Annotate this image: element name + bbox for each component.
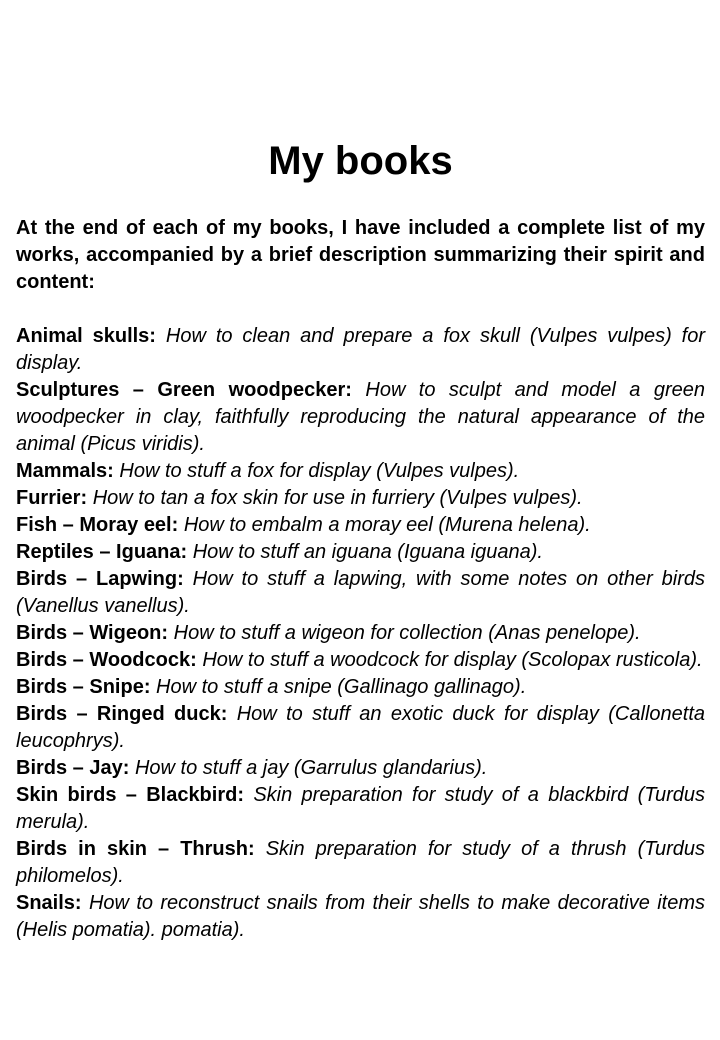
book-entry-label: Fish – Moray eel:	[16, 514, 179, 536]
book-entry-label: Animal skulls:	[16, 325, 156, 347]
book-entry-description: How to embalm a moray eel (Murena helena).	[183, 514, 591, 536]
book-list	[16, 323, 705, 944]
book-entry-label: Mammals:	[16, 460, 114, 482]
book-entry-label: Birds – Ringed duck:	[16, 703, 228, 725]
book-entry-label: Birds – Wigeon:	[16, 622, 169, 644]
book-entry-description: Skin preparation for study of a blackbird (Turdus merula).	[16, 784, 705, 833]
book-entry	[16, 539, 705, 566]
book-entry	[16, 458, 705, 485]
book-entry-label: Birds – Snipe:	[16, 676, 151, 698]
book-entry-label: Birds – Lapwing:	[16, 568, 184, 590]
book-entry	[16, 485, 705, 512]
book-entry	[16, 674, 705, 701]
book-entry-label: Skin birds – Blackbird:	[16, 784, 244, 806]
book-entry-description: How to tan a fox skin for use in furriery (Vulpes vulpes).	[92, 487, 583, 509]
book-entry-description: How to stuff a lapwing, with some notes on other birds (Vanellus vanellus).	[16, 568, 705, 617]
book-entry-label: Birds – Woodcock:	[16, 649, 197, 671]
book-entry	[16, 782, 705, 836]
book-entry-description: How to stuff a woodcock for display (Scolopax rusticola).	[202, 649, 703, 671]
book-entry-label: Birds – Jay:	[16, 757, 130, 779]
book-entry-description: How to stuff a snipe (Gallinago gallinago).	[156, 676, 527, 698]
book-entry-label: Snails:	[16, 892, 82, 914]
book-entry	[16, 566, 705, 620]
book-entry-description: Skin preparation for study of a thrush (Turdus philomelos).	[16, 838, 706, 887]
book-entry	[16, 377, 705, 458]
book-entry-description: How to stuff a wigeon for collection (Anas penelope).	[173, 622, 641, 644]
book-entry-description: How to stuff a fox for display (Vulpes vulpes).	[119, 460, 520, 482]
book-entry-description: How to stuff an exotic duck for display (Callonetta leucophrys).	[16, 703, 705, 752]
page-title: My books	[268, 139, 453, 183]
book-entry-description: How to sculpt and model a green woodpecker in clay, faithfully reproducing the natural appearance of the animal (Picus viridis).	[16, 379, 705, 455]
book-entry	[16, 512, 705, 539]
book-entry-label: Furrier:	[16, 487, 88, 509]
book-entry-description: How to clean and prepare a fox skull (Vulpes vulpes) for display.	[16, 325, 705, 374]
book-entry-label: Birds in skin – Thrush:	[16, 838, 255, 860]
book-entry	[16, 890, 705, 944]
book-entry	[16, 647, 705, 674]
book-entry	[16, 755, 705, 782]
book-entry-label: Reptiles – Iguana:	[16, 541, 188, 563]
intro-paragraph: At the end of each of my books, I have included a complete list of my works, accompanied by a brief description summarizing their spirit and content:	[16, 217, 705, 293]
book-entry	[16, 620, 705, 647]
book-entry-description: How to stuff a jay (Garrulus glandarius).	[134, 757, 488, 779]
book-entry-description: How to stuff an iguana (Iguana iguana).	[192, 541, 543, 563]
book-entry	[16, 836, 705, 890]
book-entry	[16, 701, 705, 755]
book-entry	[16, 323, 705, 377]
book-entry-label: Sculptures – Green woodpecker:	[16, 379, 352, 401]
book-entry-description: How to reconstruct snails from their shells to make decorative items (Helis pomatia). pomatia).	[16, 892, 706, 941]
